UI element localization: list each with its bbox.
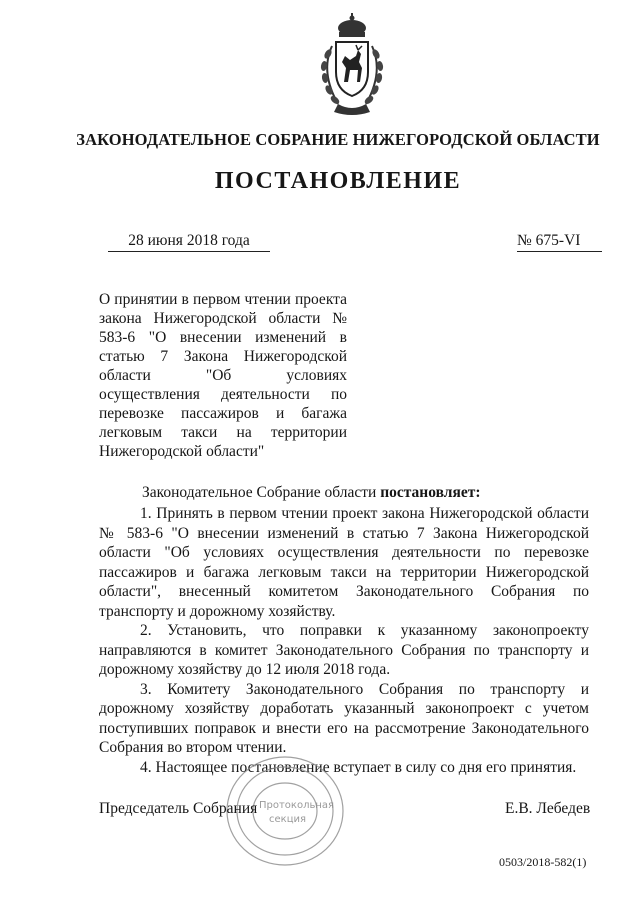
document-subject: О принятии в первом чтении проекта закона Нижегородской области № 583-6 "О внесении изменений в статью 7 Закона Нижегородской области "Об условиях осуществления деятельности по перевозке пассажиров и багажа легковым такси на территории Нижегородской области" [99,291,347,460]
signature-title: Председатель Собрания [99,800,258,817]
paragraph-1: 1. Принять в первом чтении проект закона Нижегородской области № 583-6 "О внесении изменений в статью 7 Закона Нижегородской области "Об условиях осуществления деятельности по перевозке пассажиров и багажа легковым такси на территории Нижегородской области", внесенный комитетом Законодательного Собрания по транспорту и дорожному хозяйству. [99,505,589,620]
intro-keyword: постановляет: [380,484,481,501]
signature-name: Е.В. Лебедев [505,800,591,817]
document-type-title: ПОСТАНОВЛЕНИЕ [214,168,462,194]
stamp-text-line1: Протокольная [259,800,335,811]
footer-code: 0503/2018-582(1) [499,855,587,869]
paragraph-3: 3. Комитету Законодательного Собрания по транспорту и дорожному хозяйству доработать указанный законопроект с учетом поступивших поправок и внести его на рассмотрение Законодательного Собрания во втором чтении. [99,680,589,756]
stamp-text-line2: секция [269,814,307,825]
resolution-body [99,504,589,777]
paragraph-4: 4. Настоящее постановление вступает в силу со дня его принятия. [140,758,577,776]
document-date: 28 июня 2018 года [108,232,270,252]
resolution-intro [142,483,481,502]
intro-text: Законодательное Собрание области [142,484,381,501]
organization-title: ЗАКОНОДАТЕЛЬНОЕ СОБРАНИЕ НИЖЕГОРОДСКОЙ ОБЛАСТИ [76,130,600,149]
document-number: № 675-VI [517,232,602,252]
coat-of-arms-emblem [292,12,412,120]
paragraph-2: 2. Установить, что поправки к указанному законопроекту направляются в комитет Законодательного Собрания по транспорту и дорожному хозяйству до 12 июля 2018 года. [99,622,589,678]
